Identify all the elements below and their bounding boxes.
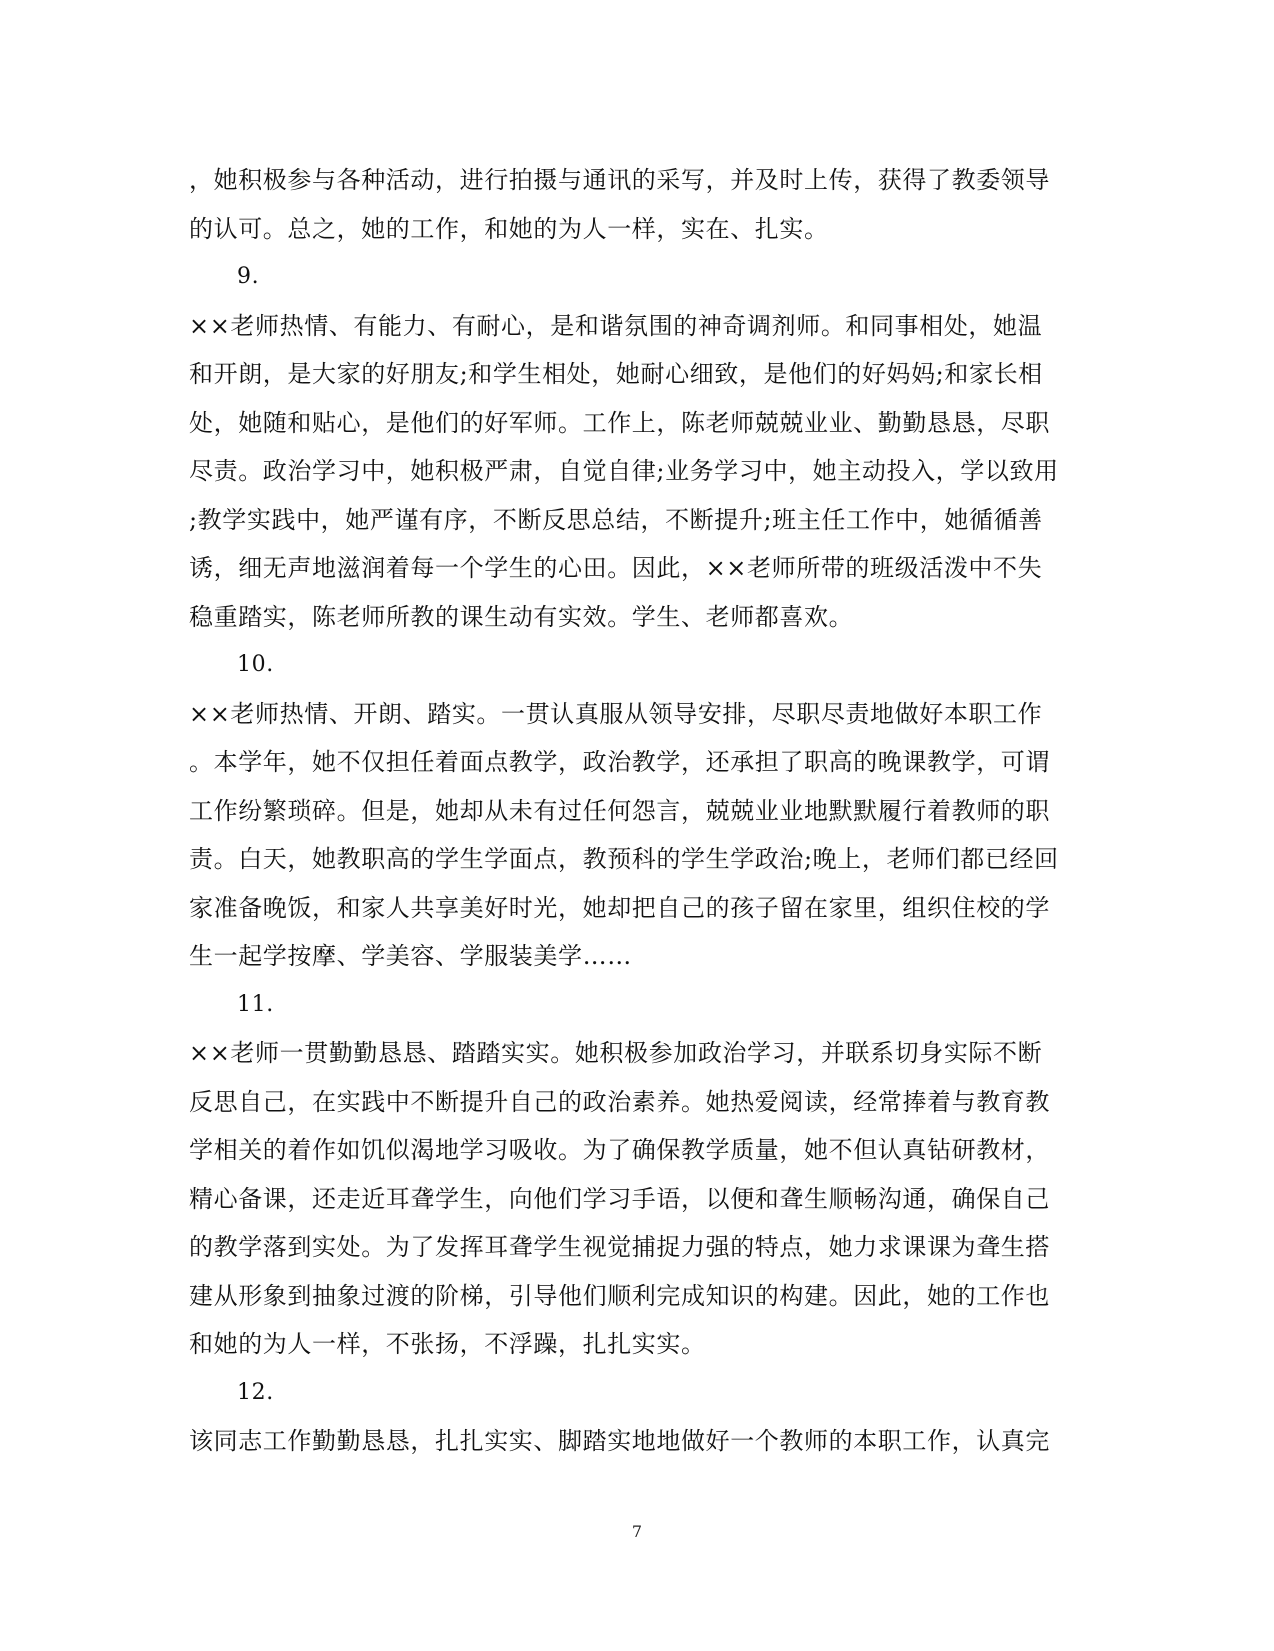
text-line: 和开朗，是大家的好朋友;和学生相处，她耐心细致，是他们的好妈妈;和家长相	[189, 360, 1043, 388]
text-line: ××老师热情、开朗、踏实。一贯认真服从领导安排，尽职尽责地做好本职工作	[189, 699, 1043, 728]
paragraph-number: 9.	[237, 264, 260, 289]
text-line: 的教学落到实处。为了发挥耳聋学生视觉捕捉力强的特点，她力求课课为聋生搭	[189, 1233, 1050, 1261]
text-line: 学相关的着作如饥似渴地学习吸收。为了确保教学质量，她不但认真钻研教材，	[189, 1136, 1050, 1164]
text-line: 精心备课，还走近耳聋学生，向他们学习手语，以便和聋生顺畅沟通，确保自己	[189, 1184, 1050, 1213]
text-line: 建从形象到抽象过渡的阶梯，引导他们顺利完成知识的构建。因此，她的工作也	[189, 1281, 1050, 1310]
document-body	[189, 156, 1069, 1466]
text-line: ××老师一贯勤勤恳恳、踏踏实实。她积极参加政治学习，并联系切身实际不断	[189, 1039, 1043, 1067]
text-line: 工作纷繁琐碎。但是，她却从未有过任何怨言，兢兢业业地默默履行着教师的职	[189, 796, 1050, 825]
text-line: 诱，细无声地滋润着每一个学生的心田。因此，××老师所带的班级活泼中不失	[189, 554, 1043, 582]
text-line: 的认可。总之，她的工作，和她的为人一样，实在、扎实。	[189, 214, 829, 243]
text-line: 责。白天，她教职高的学生学面点，教预科的学生学政治;晚上，老师们都已经回	[189, 845, 1059, 873]
text-line: 处，她随和贴心，是他们的好军师。工作上，陈老师兢兢业业、勤勤恳恳，尽职	[189, 408, 1050, 437]
text-line: ××老师热情、有能力、有耐心，是和谐氛围的神奇调剂师。和同事相处，她温	[189, 311, 1043, 340]
text-line: 尽责。政治学习中，她积极严肃，自觉自律;业务学习中，她主动投入，学以致用	[189, 457, 1059, 485]
text-line: 生一起学按摩、学美容、学服装美学……	[189, 942, 632, 970]
text-line: 稳重踏实，陈老师所教的课生动有实效。学生、老师都喜欢。	[189, 602, 854, 631]
paragraph-number: 11.	[237, 991, 274, 1017]
text-line: 和她的为人一样，不张扬，不浮躁，扎扎实实。	[189, 1330, 706, 1358]
text-line: 家准备晚饭，和家人共享美好时光，她却把自己的孩子留在家里，组织住校的学	[189, 893, 1050, 922]
text-line: 反思自己，在实践中不断提升自己的政治素养。她热爱阅读，经常捧着与教育教	[189, 1087, 1050, 1116]
text-line: 。本学年，她不仅担任着面点教学，政治教学，还承担了职高的晚课教学，可谓	[189, 748, 1050, 776]
text-line: 该同志工作勤勤恳恳，扎扎实实、脚踏实地地做好一个教师的本职工作，认真完	[189, 1427, 1050, 1455]
text-line: ，她积极参与各种活动，进行拍摄与通讯的采写，并及时上传，获得了教委领导	[189, 166, 1050, 194]
text-line: ;教学实践中，她严谨有序，不断反思总结，不断提升;班主任工作中，她循循善	[189, 505, 1043, 534]
paragraph-number: 12.	[237, 1379, 274, 1405]
page-number: 7	[631, 1522, 643, 1541]
paragraph-number: 10.	[237, 652, 274, 677]
